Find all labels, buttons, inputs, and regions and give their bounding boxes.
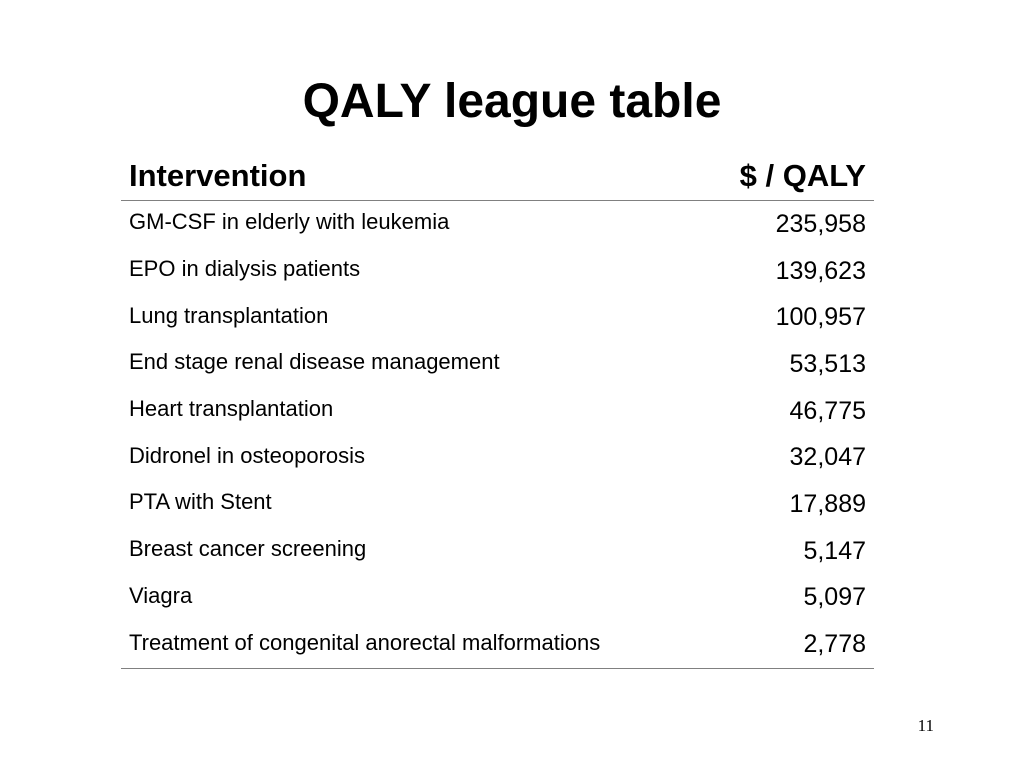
slide-title: QALY league table [302,75,722,128]
cost-cell: 5,147 [803,536,866,565]
intervention-cell: Lung transplantation [129,302,329,328]
table-row [121,575,874,622]
cost-cell: 53,513 [789,349,866,378]
cost-cell: 46,775 [789,396,866,425]
table-body [121,201,874,669]
qaly-league-table [121,152,874,669]
cost-cell: 32,047 [789,443,866,472]
table-row [121,481,874,528]
table-row [121,621,874,668]
cost-cell: 235,958 [775,209,866,238]
cost-cell: 5,097 [803,583,866,612]
intervention-cell: EPO in dialysis patients [129,256,361,282]
table-row [121,248,874,295]
table-row [121,434,874,481]
table-row [121,528,874,575]
intervention-cell: GM-CSF in elderly with leukemia [129,209,450,235]
table-row [121,294,874,341]
intervention-cell: End stage renal disease management [129,349,500,375]
table-row [121,388,874,435]
page-number: 11 [917,716,934,735]
intervention-cell: Heart transplantation [129,396,334,422]
cost-cell: 100,957 [775,303,866,332]
intervention-cell: PTA with Stent [129,489,272,515]
table-row [121,341,874,388]
table-row [121,201,874,248]
intervention-cell: Didronel in osteoporosis [129,442,366,468]
cost-cell: 2,778 [704,621,874,668]
intervention-cell: Treatment of congenital anorectal malformations [121,619,704,666]
cost-cell: 139,623 [775,256,866,285]
intervention-cell: Viagra [129,582,193,608]
table-header [121,152,874,201]
cost-cell: 17,889 [789,489,866,518]
header-row [121,152,874,201]
intervention-cell: Breast cancer screening [129,536,367,562]
cost-per-qaly-column-header: $ / QALY [704,152,874,201]
intervention-column-header: Intervention [121,152,704,201]
